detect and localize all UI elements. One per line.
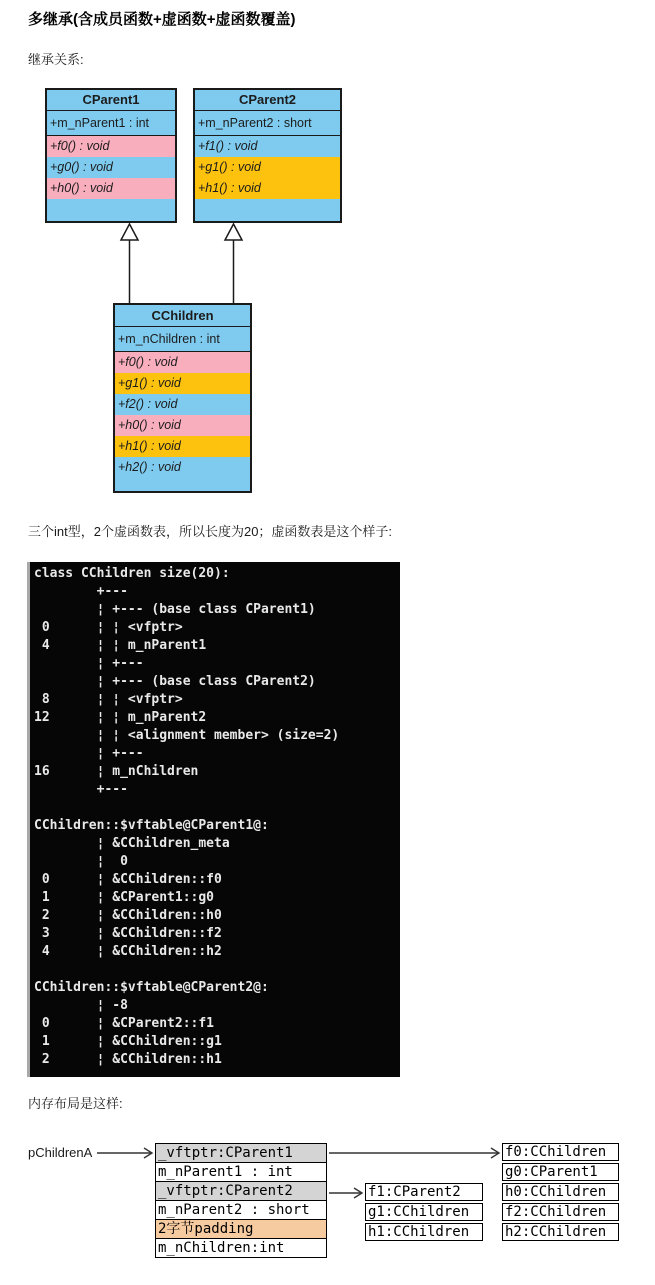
class-method: +f2() : void	[115, 394, 250, 415]
class-name: CParent1	[47, 90, 175, 111]
memory-row-m-nparent1: m_nParent1 : int	[155, 1162, 327, 1182]
vtable-note: 三个int型，2个虚函数表，所以长度为20；虚函数表是这个样子:	[28, 524, 393, 539]
page-title: 多继承(含成员函数+虚函数+虚函数覆盖)	[28, 11, 296, 28]
class-box-filler	[47, 199, 175, 221]
vtable-cparent2-box	[365, 1183, 483, 1243]
memory-object-box	[155, 1143, 327, 1258]
vtable-entry: f0:CChildren	[502, 1143, 619, 1161]
pointer-label: pChildrenA	[28, 1145, 93, 1160]
memory-row-m-nparent2: m_nParent2 : short	[155, 1200, 327, 1220]
vfptr2-arrowhead-icon	[354, 1188, 362, 1198]
memory-row-padding: 2字节padding	[155, 1219, 327, 1239]
class-method: +g1() : void	[115, 373, 250, 394]
console-output: class CChildren size(20): +--- ¦ +--- (base class CParent1) 0 ¦ ¦ <vfptr> 4 ¦ ¦ m_nParent1 ¦ +--- ¦ +--- (base class CParent2) 8 ¦ ¦ <vfptr> 12 ¦ ¦ m_nParent2 ¦ ¦ <alignment member> (size=2) ¦ +--- 16 ¦ m_nChildren +--- CChildren::$vftable@CParent1@: ¦ &CChildren_meta ¦ 0 0 ¦ &CChildren::f0 1 ¦ &CParent1::g0 2 ¦ &CChildren::h0 3 ¦ &CChildren::f2 4 ¦ &CChildren::h2 CChildren::$vftable@CParent2@: ¦ -8 0 ¦ &CParent2::f1 1 ¦ &CChildren::g1 2 ¦ &CChildren::h1	[34, 566, 340, 1067]
class-attribute: +m_nParent1 : int	[47, 111, 175, 136]
class-method: +h1() : void	[195, 178, 340, 199]
vtable-entry: f1:CParent2	[365, 1183, 483, 1201]
memory-row-vfptr-cparent1: _vftptr:CParent1	[155, 1143, 327, 1163]
uml-class-cchildren	[113, 303, 252, 493]
vtable-entry: h0:CChildren	[502, 1183, 619, 1201]
class-attribute: +m_nChildren : int	[115, 327, 250, 352]
class-method: +h1() : void	[115, 436, 250, 457]
class-name: CChildren	[115, 305, 250, 327]
class-method: +h0() : void	[47, 178, 175, 199]
class-method: +g0() : void	[47, 157, 175, 178]
class-box-filler	[195, 199, 340, 221]
inheritance-arrowhead-icon	[225, 224, 242, 240]
vtable-entry: f2:CChildren	[502, 1203, 619, 1221]
class-method: +g1() : void	[195, 157, 340, 178]
pointer-arrowhead-icon	[144, 1148, 152, 1158]
vfptr1-arrowhead-icon	[491, 1148, 499, 1158]
class-name: CParent2	[195, 90, 340, 111]
class-attribute: +m_nParent2 : short	[195, 111, 340, 136]
vtable-entry: g0:CParent1	[502, 1163, 619, 1181]
console-dump-panel	[27, 562, 400, 1077]
memory-row-vfptr-cparent2: _vftptr:CParent2	[155, 1181, 327, 1201]
vtable-cparent1-box	[502, 1143, 619, 1243]
uml-class-cparent2	[193, 88, 342, 223]
class-method: +h2() : void	[115, 457, 250, 478]
vtable-entry: h1:CChildren	[365, 1223, 483, 1241]
uml-class-cparent1	[45, 88, 177, 223]
memory-layout-label: 内存布局是这样:	[28, 1096, 123, 1111]
inheritance-label: 继承关系:	[28, 52, 84, 67]
class-method: +f1() : void	[195, 136, 340, 157]
inheritance-arrowhead-icon	[121, 224, 138, 240]
class-method: +f0() : void	[115, 352, 250, 373]
vtable-entry: h2:CChildren	[502, 1223, 619, 1241]
vtable-entry: g1:CChildren	[365, 1203, 483, 1221]
class-method: +f0() : void	[47, 136, 175, 157]
class-box-filler	[115, 478, 250, 491]
class-method: +h0() : void	[115, 415, 250, 436]
memory-row-m-nchildren: m_nChildren:int	[155, 1238, 327, 1258]
